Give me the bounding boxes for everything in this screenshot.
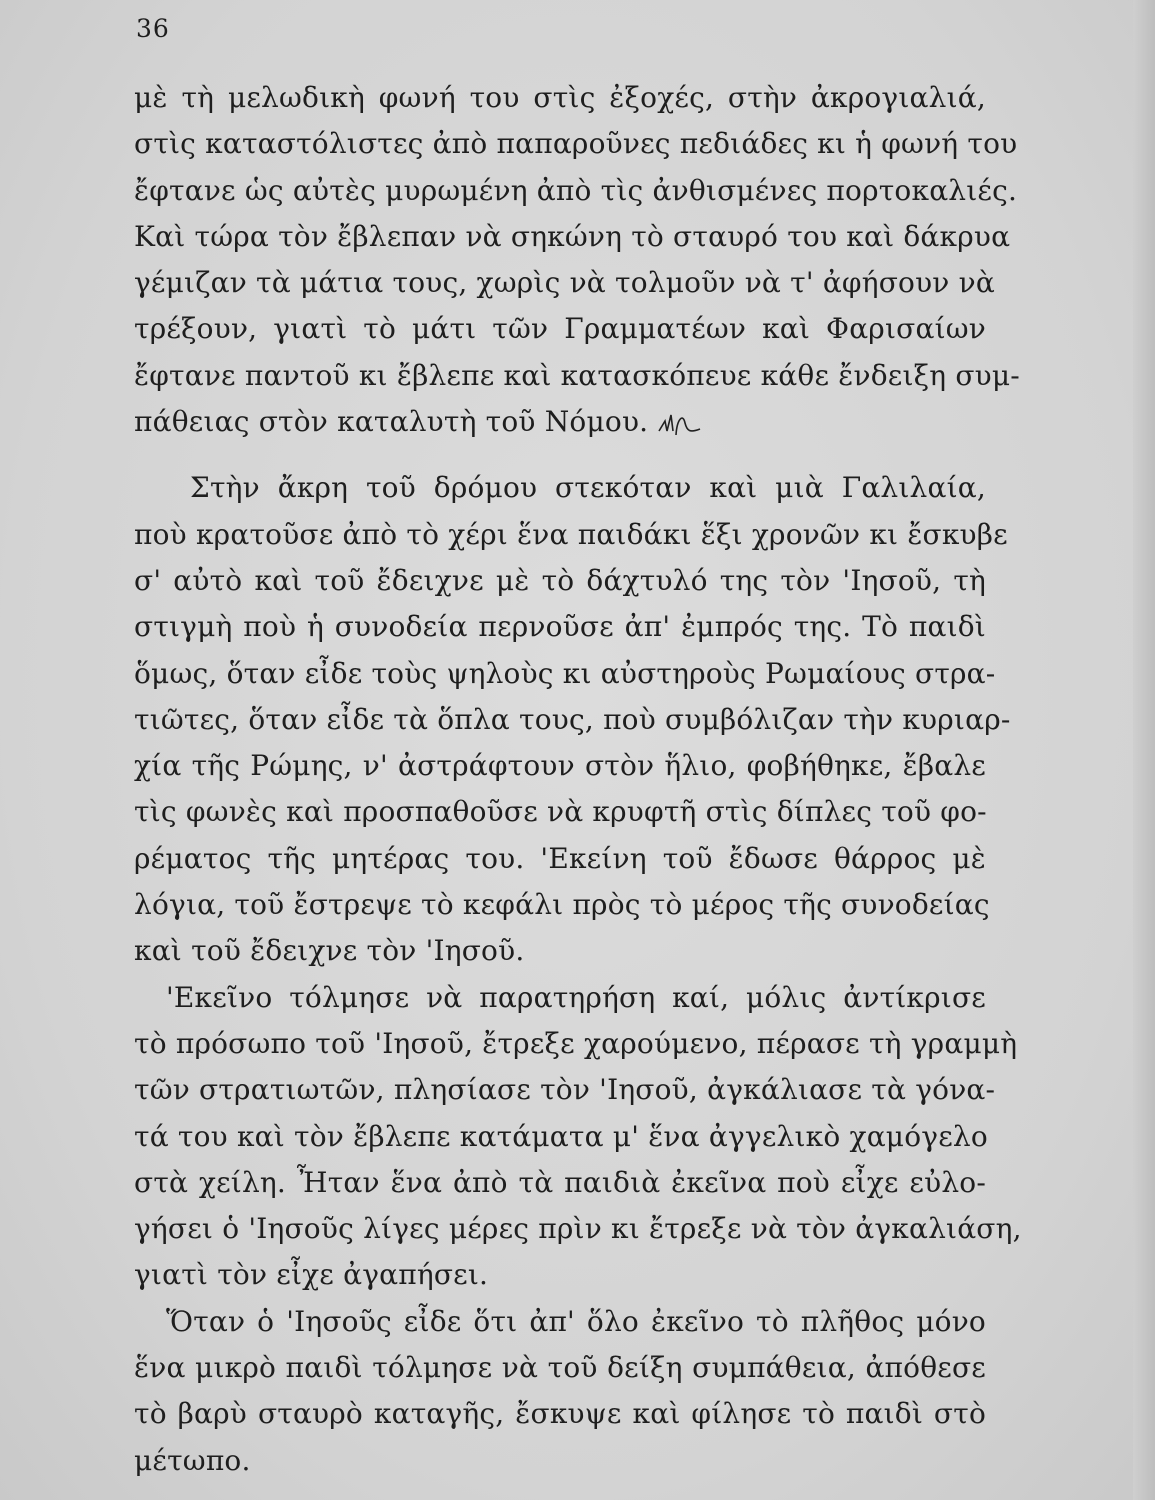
paragraph: [134, 975, 1022, 1299]
text-line: τῶν στρατιωτῶν, πλησίασε τὸν 'Ιησοῦ, ἀγκάλιασε τὰ γόνα-: [134, 1073, 996, 1107]
text-line: καὶ τοῦ ἔδειχνε τὸν 'Ιησοῦ.: [134, 934, 525, 968]
text-line: Ὅταν ὁ 'Ιησοῦς εἶδε ὅτι ἀπ' ὅλο ἐκεῖνο τὸ πλῆθος μόνο: [166, 1304, 986, 1338]
text-line: χία τῆς Ρώμης, ν' ἀστράφτουν στὸν ἥλιο, φοβήθηκε, ἔβαλε: [134, 749, 986, 783]
text-line: 'Εκεῖνο τόλμησε νὰ παρατηρήση καί, μόλις ἀντίκρισε: [166, 980, 986, 1014]
text-line: Στὴν ἄκρη τοῦ δρόμου στεκόταν καὶ μιὰ Γαλιλαία,: [190, 471, 986, 505]
text-line: τὸ πρόσωπο τοῦ 'Ιησοῦ, ἔτρεξε χαρούμενο, πέρασε τὴ γραμμὴ: [134, 1026, 1018, 1060]
text-line: μὲ τὴ μελωδικὴ φωνή του στὶς ἐξοχές, στὴν ἀκρογιαλιά,: [134, 81, 986, 114]
text-line: ἔφτανε ὡς αὐτὲς μυρωμένη ἀπὸ τὶς ἀνθισμένες πορτοκαλιές.: [134, 173, 1018, 207]
text-line: στιγμὴ ποὺ ἡ συνοδεία περνοῦσε ἀπ' ἐμπρός της. Τὸ παιδὶ: [134, 610, 986, 644]
handwritten-mark-icon: [656, 409, 702, 439]
text-line: τιῶτες, ὅταν εἶδε τὰ ὅπλα τους, ποὺ συμβόλιζαν τὴν κυριαρ-: [134, 702, 1011, 736]
text-line: ρέματος τῆς μητέρας του. 'Εκείνη τοῦ ἔδωσε θάρρος μὲ: [134, 841, 986, 875]
text-line: τὶς φωνὲς καὶ προσπαθοῦσε νὰ κρυφτῆ στὶς δίπλες τοῦ φο-: [134, 795, 987, 829]
text-line: ποὺ κρατοῦσε ἀπὸ τὸ χέρι ἕνα παιδάκι ἕξι χρονῶν κι ἔσκυβε: [134, 517, 1008, 551]
text-line: μέτωπο.: [134, 1443, 251, 1477]
text-line: ὅμως, ὅταν εἶδε τοὺς ψηλοὺς κι αὐστηροὺς Ρωμαίους στρα-: [134, 656, 996, 690]
text-line: τὸ βαρὺ σταυρὸ καταγῆς, ἔσκυψε καὶ φίλησε τὸ παιδὶ στὸ: [134, 1397, 986, 1431]
text-line: στὶς καταστόλιστες ἀπὸ παπαροῦνες πεδιάδες κι ἡ φωνή του: [134, 127, 1018, 161]
paragraph: [134, 1299, 986, 1484]
text-line: στὰ χείλη. Ἦταν ἕνα ἀπὸ τὰ παιδιὰ ἐκεῖνα ποὺ εἶχε εὐλο-: [134, 1165, 986, 1199]
body-text: [134, 75, 1022, 1484]
text-line: τρέξουν, γιατὶ τὸ μάτι τῶν Γραμματέων καὶ Φαρισαίων: [134, 312, 986, 346]
text-line: σ' αὐτὸ καὶ τοῦ ἔδειχνε μὲ τὸ δάχτυλό της τὸν 'Ιησοῦ, τὴ: [134, 563, 986, 597]
text-line: λόγια, τοῦ ἔστρεψε τὸ κεφάλι πρὸς τὸ μέρος τῆς συνοδείας: [134, 888, 990, 922]
text-line: ἕνα μικρὸ παιδὶ τόλμησε νὰ τοῦ δείξη συμπάθεια, ἀπόθεσε: [134, 1351, 986, 1385]
text-line: γέμιζαν τὰ μάτια τους, χωρὶς νὰ τολμοῦν νὰ τ' ἀφήσουν νὰ: [134, 266, 995, 300]
text-line: ἔφτανε παντοῦ κι ἔβλεπε καὶ κατασκόπευε κάθε ἔνδειξη συμ-: [134, 358, 1020, 392]
paragraph: [134, 75, 1020, 445]
paragraph-gap: [134, 445, 986, 465]
text-line: τά του καὶ τὸν ἔβλεπε κατάματα μ' ἕνα ἀγγελικὸ χαμόγελο: [134, 1119, 988, 1153]
text-line: γήσει ὁ 'Ιησοῦς λίγες μέρες πρὶν κι ἔτρεξε νὰ τὸν ἀγκαλιάση,: [134, 1212, 1022, 1246]
text-line-final: [134, 399, 986, 445]
text-line: γιατὶ τὸν εἶχε ἀγαπήσει.: [134, 1258, 489, 1292]
text-line-content: πάθειας στὸν καταλυτὴ τοῦ Νόμου.: [134, 405, 649, 439]
text-line: Καὶ τώρα τὸν ἔβλεπαν νὰ σηκώνη τὸ σταυρό του καὶ δάκρυα: [134, 219, 1011, 253]
page-number: 36: [136, 14, 170, 43]
page-edge-shadow: [1133, 0, 1155, 1500]
paragraph: [134, 465, 1011, 974]
